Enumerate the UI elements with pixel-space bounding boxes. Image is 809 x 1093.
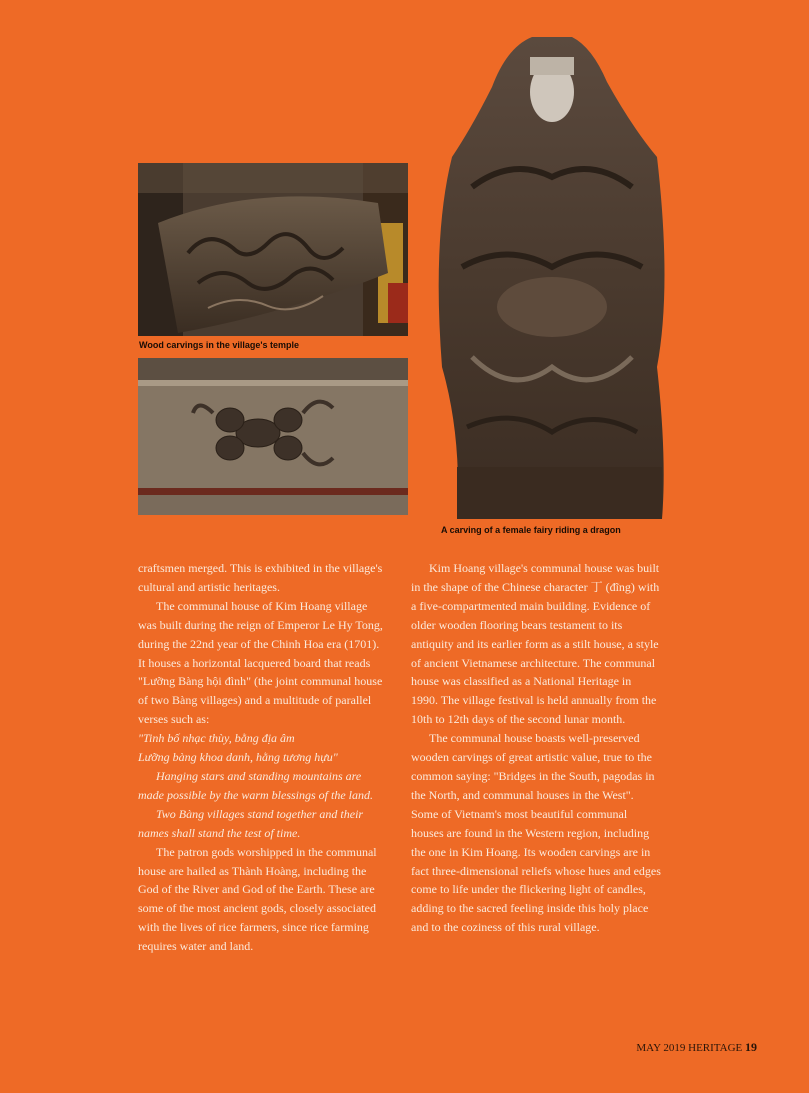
verse-translation-1: Hanging stars and standing mountains are made possible by the warm blessings of the land. [138, 768, 373, 802]
verse-line-1: "Tinh bố nhạc thùy, bằng địa âm [138, 731, 295, 746]
right-paragraph-1: Kim Hoang village's communal house was built in the shape of the Chinese character 丁 (đĩng) with a five-compartmented main building. Evidence of older wooden flooring bears testament to its antiquity and its earlier form as a stilt house, a style of ancient Vietnamese architecture. The communal house was classified as a National Heritage in 1990. The village festival is held annually from the 10th to 12th days of the second lunar month. [411, 561, 660, 727]
temple-caption: Wood carvings in the village's temple [139, 340, 300, 350]
left-paragraph-1: craftsmen merged. This is exhibited in the village's cultural and artistic heritages. [138, 561, 383, 594]
fairy-caption: A carving of a female fairy riding a dragon [441, 525, 621, 535]
left-paragraph-3: The patron gods worshipped in the communal house are hailed as Thành Hoàng, including the God of the River and God of the Earth. These are some of the most ancient gods, closely associated with the lives of rice farmers, since rice farming requires water and land. [138, 844, 377, 954]
right-paragraph-2: The communal house boasts well-preserved wooden carvings of great artistic value, true to the common saying: "Bridges in the South, pagodas in the North, and communal houses in the West". Some of Vietnam's most beautiful communal houses are found in the Western region, including the one in Kim Hoang. Its wooden carvings are in fact three-dimensional reliefs whose hues and edges come to life under the flickering light of candles, adding to the sacred feeling inside this holy place and to the coziness of this rural village. [411, 731, 661, 935]
verse-line-2: Lưỡng bàng khoa danh, hằng tương hựu" [138, 750, 338, 765]
left-paragraph-2: The communal house of Kim Hoang village was built during the reign of Emperor Le Hy Tong, during the 22nd year of the Chinh Hoa era (1701). It houses a horizontal lacquered board that reads "Lưỡng Bàng hội đình" (the joint communal house of two Bàng villages) and a multitude of parallel verses such as: [138, 598, 383, 727]
fairy-dragon-photo [432, 37, 672, 519]
verse-translation-2: Two Bàng villages stand together and their names shall stand the test of time. [138, 806, 364, 840]
left-column [138, 559, 388, 956]
right-column [411, 559, 661, 937]
page-footer [636, 1040, 757, 1055]
page-number: 19 [745, 1040, 757, 1054]
temple-beam-photo [138, 163, 408, 336]
issue-label: MAY 2019 HERITAGE [636, 1042, 743, 1054]
temple-panel-photo [138, 358, 408, 515]
